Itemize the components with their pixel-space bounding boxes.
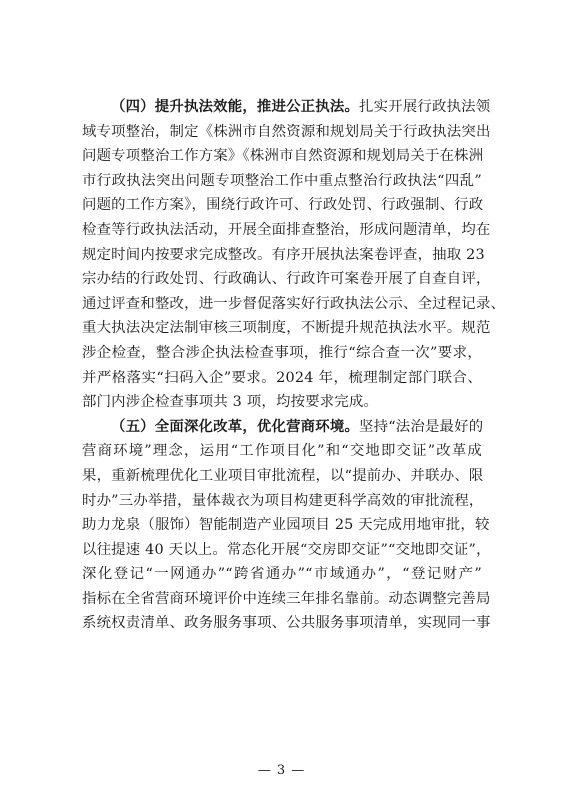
paragraph-text: 坚持“法治是最好的 xyxy=(359,418,484,435)
paragraph-line: 问题的工作方案》，围绕行政许可、行政处罚、行政强制、行政 xyxy=(82,197,484,214)
paragraph-line: 部门内涉企检查事项共 3 项，均按要求完成。 xyxy=(82,394,379,411)
paragraph-line: 助力龙泉（服饰）智能制造产业园项目 25 天完成用地审批，较 xyxy=(82,517,490,534)
paragraph-line: 果，重新梳理优化工业项目审批流程，以“提前办、并联办、限 xyxy=(82,467,484,484)
paragraph-text: 扎实开展行政执法领 xyxy=(359,99,491,115)
paragraph-line xyxy=(82,95,491,120)
paragraph-line: 营商环境”理念，运用“工作项目化”和“交地即交证”改革成 xyxy=(82,443,482,460)
paragraph-line: 指标在全省营商环境评价中连续三年排名靠前。动态调整完善局 xyxy=(82,590,491,607)
paragraph-line: 时办”三办举措，量体裁衣为项目构建更科学高效的审批流程， xyxy=(82,492,484,509)
document-body xyxy=(82,95,506,636)
paragraph-line: 域专项整治，制定《株洲市自然资源和规划局关于行政执法突出 xyxy=(82,123,491,140)
paragraph-line: 深化登记“一网通办”“跨省通办”“市域通办”，“登记财产” xyxy=(82,566,482,583)
paragraph-line: 通过评查和整改，进一步督促落实好行政执法公示、全过程记录、 xyxy=(82,295,506,312)
page-number: — 3 — xyxy=(257,763,306,778)
paragraph-line: 问题专项整治工作方案》《株洲市自然资源和规划局关于在株洲 xyxy=(82,148,484,165)
paragraph-line: 并严格落实“扫码入企”要求。2024 年，梳理制定部门联合、 xyxy=(82,369,482,386)
paragraph-line xyxy=(82,415,482,440)
section-heading-4: （四）提升执法效能，推进公正执法。 xyxy=(111,99,360,115)
paragraph-line: 宗办结的行政处罚、行政确认、行政许可案卷开展了自查自评， xyxy=(82,271,491,288)
paragraph-line: 系统权责清单、政务服务事项、公共服务事项清单，实现同一事 xyxy=(82,615,491,632)
paragraph-line: 以往提速 40 天以上。常态化开展“交房即交证”“交地即交证”， xyxy=(82,541,491,558)
paragraph-line: 重大执法决定法制审核三项制度，不断提升规范执法水平。规范 xyxy=(82,320,491,337)
section-heading-5: （五）全面深化改革，优化营商环境。 xyxy=(111,418,360,435)
paragraph-line: 涉企检查，整合涉企执法检查事项，推行“综合查一次”要求， xyxy=(82,344,482,361)
paragraph-line: 规定时间内按要求完成整改。有序开展执法案卷评查，抽取 23 xyxy=(82,246,485,263)
paragraph-line: 市行政执法突出问题专项整治工作中重点整治行政执法“四乱” xyxy=(82,172,482,189)
paragraph-line: 检查等行政执法活动，开展全面排查整治，形成问题清单，均在 xyxy=(82,221,491,238)
